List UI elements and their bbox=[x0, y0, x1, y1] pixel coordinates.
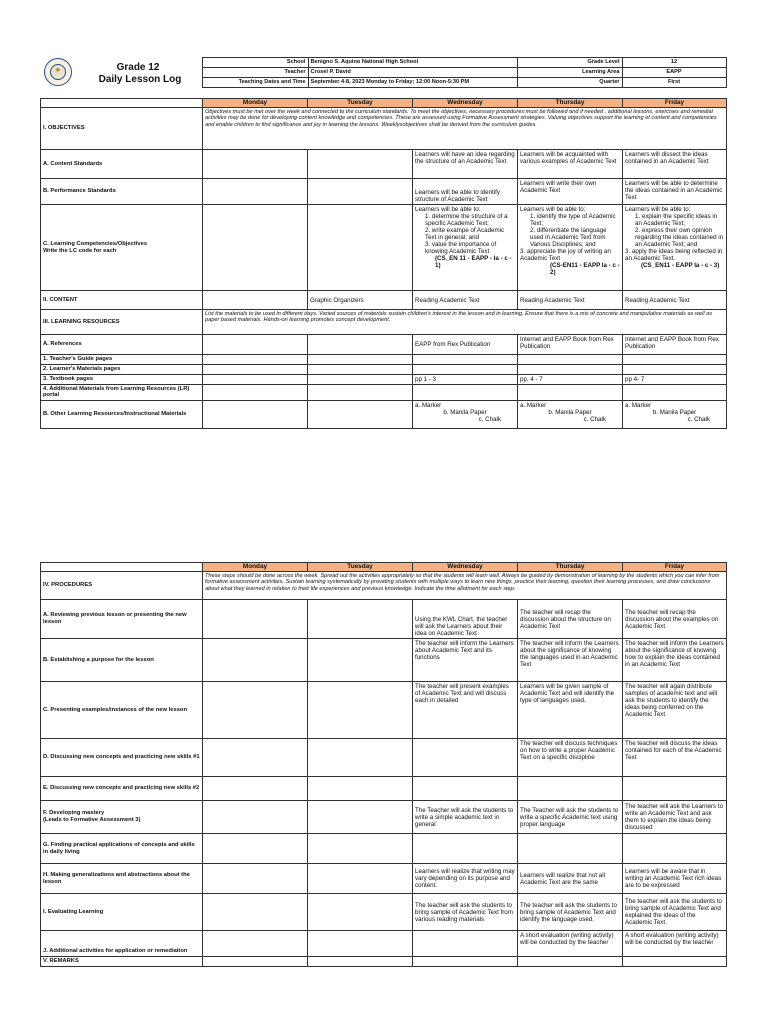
proc-c-label: C. Presenting examples/instances of the new lesson bbox=[41, 682, 203, 739]
resources-label: III. LEARNING RESOURCES bbox=[41, 310, 203, 335]
day-header-friday: Friday bbox=[623, 563, 727, 572]
teachers-guide-label: 1. Teacher's Guide pages bbox=[41, 355, 203, 365]
material-item: b. Manila Paper bbox=[548, 409, 592, 417]
lr-portal-label: 4. Additional Materials from Learning Resources (LR) portal bbox=[41, 384, 203, 401]
proc-i-wed: The teacher will ask the students to bring sample of Academic Text from various reading materials bbox=[413, 894, 518, 931]
seal-star-icon: ✦ bbox=[54, 65, 62, 75]
references-tue bbox=[308, 335, 413, 355]
proc-d-label: D. Discussing new concepts and practicing new skills #1 bbox=[41, 739, 203, 777]
proc-a-mon bbox=[203, 600, 308, 639]
proc-h-tue bbox=[308, 864, 413, 894]
references-label: A. References bbox=[41, 335, 203, 355]
proc-b-wed: The teacher will inform the Learners about Academic Text and its functions bbox=[413, 639, 518, 682]
proc-h-fri: Learners will be aware that in writing an Academic Text rich ideas are to be expressed bbox=[623, 864, 727, 894]
resources-note: List the materials to be used in different days. Varied sources of materials sustain children's interest in the lesson and in learning. Ensure that there is a mix of concrete and manipulative materials as well as paper based materials. Hands-on learning promotes concept development. bbox=[203, 310, 727, 335]
references-thu: Internet and EAPP Book from Rex Publication bbox=[518, 335, 623, 355]
procedures-note: These steps should be done across the week. Spread out the activities appropriately so that the students will learn well. Always be guided by demonstration of learning by the students which you can infer from formative assessment activities. Sustain learning systematically by providing students with multiple ways to learn new things, practice their learning, question their learning processes, and draw conclusions about what they learned in relation to their life experiences and previous knowledge. Indicate the time allotment for each step. bbox=[203, 572, 727, 600]
materials-wed bbox=[413, 401, 518, 429]
proc-h-label: H. Making generalizations and abstractions about the lesson bbox=[41, 864, 203, 894]
performance-standards-thu: Learners will write their own Academic Text bbox=[518, 179, 623, 205]
textbook-thu: pp. 4 - 7 bbox=[518, 374, 623, 384]
competency-item: 1. determine the structure of a specific Academic Text; bbox=[425, 213, 508, 227]
proc-j-mon bbox=[203, 931, 308, 957]
proc-a-label: A. Reviewing previous lesson or presenting the new lesson bbox=[41, 600, 203, 639]
competency-item: 3. apply the ideas being reflected in an Academic Text. bbox=[625, 248, 723, 262]
performance-standards-fri: Learners will be able to determine the ideas contained in an Academic Text bbox=[623, 179, 727, 205]
proc-h-thu: Learners will realize that not all Academic Text are the same bbox=[518, 864, 623, 894]
proc-h-mon bbox=[203, 864, 308, 894]
competency-intro: Learners will be able to: bbox=[415, 206, 481, 213]
procedures-label: IV. PROCEDURES bbox=[41, 572, 203, 600]
daily-lesson-log-title: Daily Lesson Log bbox=[98, 74, 182, 85]
competencies-tue bbox=[308, 205, 413, 291]
day-header-tuesday: Tuesday bbox=[308, 99, 413, 108]
objectives-table bbox=[40, 98, 727, 429]
textbook-tue bbox=[308, 374, 413, 384]
proc-f-wed: The Teacher will ask the students to write a simple academic text in general bbox=[413, 801, 518, 834]
competency-item: 1. explain the specific ideas in an Academic Text; bbox=[635, 213, 718, 227]
proc-c-thu: Learners will be given sample of Academic Text and will identify the type of languages used. bbox=[518, 682, 623, 739]
proc-c-wed: The teacher will present examples of Academic Text and will discuss each in detailed bbox=[413, 682, 518, 739]
proc-c-fri: The teacher will again distribute samples of academic text and will ask the students to identify the ideas being conferred on the Academic Text bbox=[623, 682, 727, 739]
competencies-label: C. Learning Competencies/Objectives bbox=[43, 240, 148, 247]
material-item: c. Chalk bbox=[583, 416, 606, 424]
grade-level-label: Grade Level bbox=[517, 58, 622, 68]
textbook-mon bbox=[203, 374, 308, 384]
proc-j-tue bbox=[308, 931, 413, 957]
remarks-label: V. REMARKS bbox=[41, 957, 203, 967]
content-standards-tue bbox=[308, 150, 413, 179]
material-item: b. Manila Paper bbox=[652, 409, 697, 417]
competencies-thu bbox=[518, 205, 623, 291]
learning-area-label: Learning Area bbox=[517, 68, 622, 78]
school-label: School bbox=[202, 58, 308, 68]
competency-item: 3. value the importance of knowing Academic Text bbox=[425, 241, 497, 255]
proc-j-label: J. Additional activities for application or remediation bbox=[41, 931, 203, 957]
teacher-value: Crosel P. David bbox=[308, 68, 517, 78]
grade-title: Grade 12 bbox=[116, 62, 160, 73]
other-resources-label: B. Other Learning Resources/Instructional Materials bbox=[41, 401, 203, 429]
day-header-thursday: Thursday bbox=[518, 563, 623, 572]
textbook-fri: pp 4- 7 bbox=[623, 374, 727, 384]
competency-code: (CS-EN11 - EAPP Ia - c - 2) bbox=[550, 262, 620, 276]
proc-a-fri: The teacher will recap the discussion about the examples on Academic Text bbox=[623, 600, 727, 639]
competency-item: 3. appreciate the joy of writing an Academic Text bbox=[520, 248, 611, 262]
proc-f-fri: The teacher will ask the Learners to write an Academic Text and ask them to explain the ideas being discussed bbox=[623, 801, 727, 834]
competencies-mon bbox=[203, 205, 308, 291]
proc-e-label: E. Discussing new concepts and practicing new skills #2 bbox=[41, 777, 203, 801]
competency-item: 2. differentiate the language used in Academic Text from Various Disciplines; and bbox=[530, 227, 607, 248]
competencies-fri bbox=[623, 205, 727, 291]
learners-materials-label: 2. Learner's Materials pages bbox=[41, 364, 203, 374]
quarter-value: First bbox=[622, 78, 726, 88]
material-item: c. Chalk bbox=[687, 416, 710, 424]
objectives-note: Objectives must be met over the week and connected to the curriculum standards. To meet the objectives, necessary procedures must be followed and if needed , additional lessons, exercises and remedial activities may be done for developing content knowledge and competencies. These are assessed using Formative Assessment strategies. Valuing objectives support the learning of content and competencies and enable children to find significance and joy in learning the lessons. Weeklysobjectives shall be derived from the curriculum guides. bbox=[203, 108, 727, 150]
proc-b-fri: The teacher will inform the Learners about the significance of knowing how to explain the ideas contained in an Academic Text bbox=[623, 639, 727, 682]
material-item: a. Marker bbox=[625, 402, 652, 410]
competencies-sublabel: Write the LC code for each bbox=[43, 247, 117, 254]
proc-d-mon bbox=[203, 739, 308, 777]
performance-standards-tue bbox=[308, 179, 413, 205]
proc-a-tue bbox=[308, 600, 413, 639]
proc-h-wed: Learners will realize that writing may vary depending on its purpose and content. bbox=[413, 864, 518, 894]
material-item: a. Marker bbox=[520, 402, 547, 410]
proc-d-thu: The teacher will discuss techniques on how to write a proper Academic Text on a specific discipline bbox=[518, 739, 623, 777]
competency-intro: Learners will be able to: bbox=[625, 206, 691, 213]
proc-d-tue bbox=[308, 739, 413, 777]
competency-item: 1. identify the type of Academic Text; bbox=[530, 213, 616, 227]
content-standards-label: A. Content Standards bbox=[41, 150, 203, 179]
proc-f-mon bbox=[203, 801, 308, 834]
proc-b-mon bbox=[203, 639, 308, 682]
proc-i-tue bbox=[308, 894, 413, 931]
competency-item: 2. write exampe of Academic Text in general; and bbox=[425, 227, 505, 241]
competencies-wed bbox=[413, 205, 518, 291]
proc-f-sublabel: (Leads to Formative Assessment 3) bbox=[43, 817, 141, 823]
competency-code: (CS_EN 11 - EAPP - Ia - c - 1) bbox=[435, 255, 512, 269]
proc-i-mon bbox=[203, 894, 308, 931]
dates-label: Teaching Dates and Time bbox=[202, 78, 308, 88]
performance-standards-mon bbox=[203, 179, 308, 205]
material-item: c. Chalk bbox=[478, 416, 501, 424]
material-item: b. Manila Paper bbox=[443, 409, 487, 417]
textbook-wed: pp 1 - 3 bbox=[413, 374, 518, 384]
proc-c-tue bbox=[308, 682, 413, 739]
day-header-wednesday: Wednesday bbox=[413, 563, 518, 572]
proc-i-fri: The teacher will ask the students to bring sample of Academic Text and explained the ideas of the Academic Text. bbox=[623, 894, 727, 931]
competency-item: 2. express their own opinion regarding the ideas contained in an Academic Text; and bbox=[635, 227, 724, 248]
proc-f-label-cell bbox=[41, 801, 203, 834]
objectives-label: I. OBJECTIVES bbox=[41, 108, 203, 150]
performance-standards-label: B. Performance Standards bbox=[41, 179, 203, 205]
proc-b-thu: The teacher will inform the Learners about the significance of knowing the languages used in an Academic Text bbox=[518, 639, 623, 682]
teacher-label: Teacher bbox=[202, 68, 308, 78]
proc-a-wed: Using the KWL Chart, the teacher will ask the Learners about their idea on Academic Text bbox=[413, 600, 518, 639]
proc-d-wed bbox=[413, 739, 518, 777]
performance-standards-wed: Learners will be able to identify structure of Academic Text bbox=[413, 179, 518, 205]
textbook-label: 3. Textbook pages bbox=[41, 374, 203, 384]
references-mon bbox=[203, 335, 308, 355]
header-info-table bbox=[40, 57, 727, 88]
proc-b-label: B. Establishing a purpose for the lesson bbox=[41, 639, 203, 682]
content-standards-thu: Learners will be acquainted with various examples of Academic Text bbox=[518, 150, 623, 179]
proc-f-label: F. Developing mastery bbox=[43, 810, 105, 817]
proc-c-mon bbox=[203, 682, 308, 739]
proc-j-wed bbox=[413, 931, 518, 957]
content-label: II. CONTENT bbox=[41, 291, 203, 310]
proc-b-tue bbox=[308, 639, 413, 682]
references-fri: Internet and EAPP Book from Rex Publication bbox=[623, 335, 727, 355]
quarter-label: Quarter bbox=[517, 78, 622, 88]
content-standards-mon bbox=[203, 150, 308, 179]
proc-f-thu: The Teacher will ask the students to write a specific Academic text using proper language bbox=[518, 801, 623, 834]
procedures-table bbox=[40, 562, 727, 967]
content-wed: Reading Academic Text bbox=[413, 291, 518, 310]
day-header-thursday: Thursday bbox=[518, 99, 623, 108]
day-header-monday: Monday bbox=[203, 563, 308, 572]
proc-a-thu: The teacher will recap the discussion about the structure on Academic Text bbox=[518, 600, 623, 639]
competency-code: (CS_EN11 - EAPP Ia - c - 3) bbox=[641, 262, 720, 269]
day-header-tuesday: Tuesday bbox=[308, 563, 413, 572]
proc-j-thu: A short evaluation (writing activity) will be conducted by the teacher bbox=[518, 931, 623, 957]
content-tue: Graphic Organizers bbox=[308, 291, 413, 310]
proc-i-thu: The teacher will ask the students to bring sample of Academic Text and identify the language used. bbox=[518, 894, 623, 931]
competencies-label-cell bbox=[41, 205, 203, 291]
learning-area-value: EAPP bbox=[622, 68, 726, 78]
content-thu: Reading Academic Text bbox=[518, 291, 623, 310]
competency-intro: Learners will be able to: bbox=[520, 206, 586, 213]
material-item: a. Marker bbox=[415, 402, 442, 410]
proc-j-fri: A short evaluation (writing activity) will be conducted by the teacher bbox=[623, 931, 727, 957]
content-standards-wed: Learners will have an idea regarding the structure of an Academic Text bbox=[413, 150, 518, 179]
day-header-wednesday: Wednesday bbox=[413, 99, 518, 108]
proc-d-fri: The teacher will discuss the ideas contained for each of the Academic Text bbox=[623, 739, 727, 777]
content-standards-fri: Learners will dissect the ideas contained in an Academic Text bbox=[623, 150, 727, 179]
day-header-friday: Friday bbox=[623, 99, 727, 108]
materials-thu bbox=[518, 401, 623, 429]
grade-level-value: 12 bbox=[622, 58, 726, 68]
school-value: Benigno S. Aquino National High School bbox=[308, 58, 517, 68]
materials-fri bbox=[623, 401, 727, 429]
references-wed: EAPP from Rex Publication bbox=[413, 335, 518, 355]
content-fri: Reading Academic Text bbox=[623, 291, 727, 310]
content-mon bbox=[203, 291, 308, 310]
proc-i-label: I. Evaluating Learning bbox=[41, 894, 203, 931]
day-header-monday: Monday bbox=[203, 99, 308, 108]
proc-g-label: G. Finding practical applications of concepts and skills in daily living bbox=[41, 834, 203, 864]
proc-f-tue bbox=[308, 801, 413, 834]
dates-value: September 4-8, 2023 Monday to Friday; 12:00 Noon-5:30 PM bbox=[308, 78, 517, 88]
